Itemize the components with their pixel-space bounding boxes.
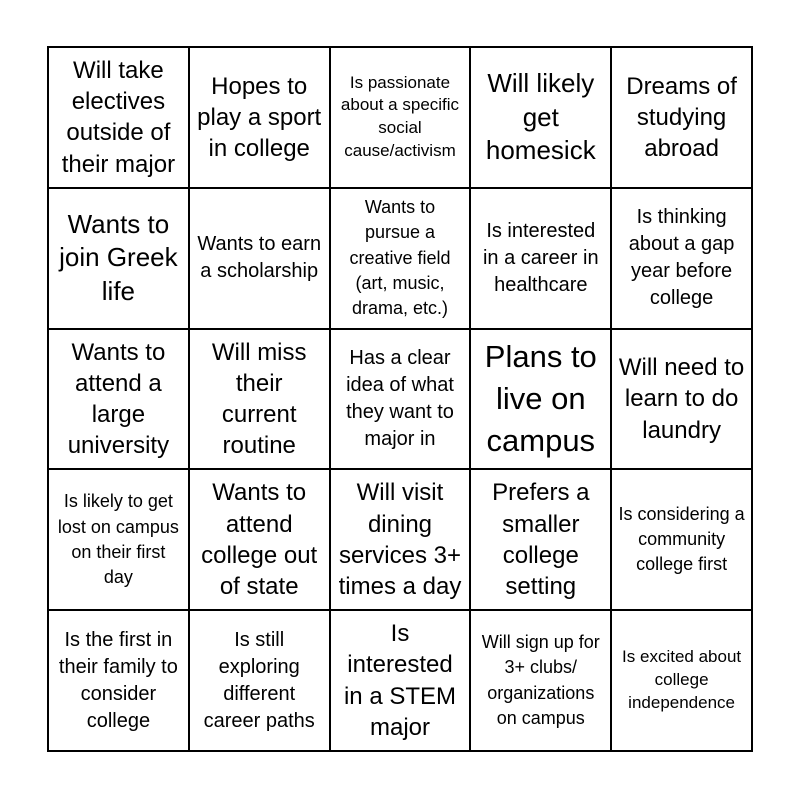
bingo-cell-text: Wants to join Greek life bbox=[59, 208, 178, 307]
bingo-cell-r1c2[interactable] bbox=[189, 47, 330, 188]
bingo-cell-r3c2[interactable] bbox=[189, 329, 330, 470]
bingo-cell-text: Wants to attend a large university bbox=[67, 338, 170, 460]
bingo-cell-text: Will take electives outside of their major bbox=[61, 57, 176, 178]
bingo-board bbox=[47, 46, 753, 752]
bingo-cell-r2c5[interactable] bbox=[611, 188, 752, 329]
bingo-cell-text: Is likely to get lost on campus on their first day bbox=[57, 491, 179, 587]
bingo-cell-r1c5[interactable] bbox=[611, 47, 752, 188]
bingo-cell-text: Is thinking about a gap year before college bbox=[628, 206, 735, 310]
bingo-cell-r5c3[interactable] bbox=[330, 610, 471, 751]
bingo-cell-r3c1[interactable] bbox=[48, 329, 189, 470]
bingo-cell-r5c2[interactable] bbox=[189, 610, 330, 751]
bingo-cell-text: Will visit dining services 3+ times a day bbox=[338, 479, 462, 600]
bingo-cell-text: Is considering a community college first bbox=[618, 504, 745, 575]
bingo-cell-r1c3[interactable] bbox=[330, 47, 471, 188]
bingo-cell-text: Dreams of studying abroad bbox=[626, 72, 737, 162]
bingo-cell-r2c2[interactable] bbox=[189, 188, 330, 329]
bingo-cell-r5c1[interactable] bbox=[48, 610, 189, 751]
bingo-cell-r5c4[interactable] bbox=[470, 610, 611, 751]
bingo-cell-text: Prefers a smaller college setting bbox=[492, 479, 590, 600]
bingo-cell-text: Is interested in a STEM major bbox=[343, 620, 456, 741]
bingo-cell-r4c4[interactable] bbox=[470, 469, 611, 610]
bingo-cell-r3c5[interactable] bbox=[611, 329, 752, 470]
bingo-cell-text: Wants to attend college out of state bbox=[201, 479, 318, 600]
bingo-cell-r5c5[interactable] bbox=[611, 610, 752, 751]
bingo-cell-r1c4[interactable] bbox=[470, 47, 611, 188]
bingo-cell-r4c2[interactable] bbox=[189, 469, 330, 610]
bingo-cell-text: Will sign up for 3+ clubs/ organizations on campus bbox=[481, 632, 600, 728]
bingo-cell-text: Wants to pursue a creative field (art, music, drama, etc.) bbox=[349, 197, 451, 318]
bingo-cell-text: Plans to live on campus bbox=[484, 339, 597, 458]
bingo-cell-r4c5[interactable] bbox=[611, 469, 752, 610]
bingo-cell-text: Will need to learn to do laundry bbox=[618, 354, 745, 444]
bingo-cell-r4c1[interactable] bbox=[48, 469, 189, 610]
bingo-cell-text: Will likely get homesick bbox=[485, 67, 596, 166]
bingo-cell-text: Is the first in their family to consider college bbox=[58, 628, 178, 732]
bingo-cell-text: Is excited about college independence bbox=[622, 647, 742, 713]
bingo-cell-r1c1[interactable] bbox=[48, 47, 189, 188]
bingo-cell-text: Wants to earn a scholarship bbox=[197, 233, 322, 283]
bingo-cell-text: Is still exploring different career paths bbox=[203, 628, 315, 732]
bingo-cell-r3c4[interactable] bbox=[470, 329, 611, 470]
bingo-cell-text: Is passionate about a specific social cause/activism bbox=[340, 72, 460, 161]
bingo-cell-text: Will miss their current routine bbox=[211, 338, 307, 460]
bingo-cell-r2c4[interactable] bbox=[470, 188, 611, 329]
bingo-cell-r2c1[interactable] bbox=[48, 188, 189, 329]
bingo-cell-text: Hopes to play a sport in college bbox=[197, 72, 322, 162]
bingo-cell-text: Has a clear idea of what they want to major in bbox=[346, 346, 454, 450]
bingo-cell-r4c3[interactable] bbox=[330, 469, 471, 610]
bingo-cell-r2c3[interactable] bbox=[330, 188, 471, 329]
bingo-cell-text: Is interested in a career in healthcare bbox=[482, 219, 599, 296]
bingo-cell-r3c3[interactable] bbox=[330, 329, 471, 470]
